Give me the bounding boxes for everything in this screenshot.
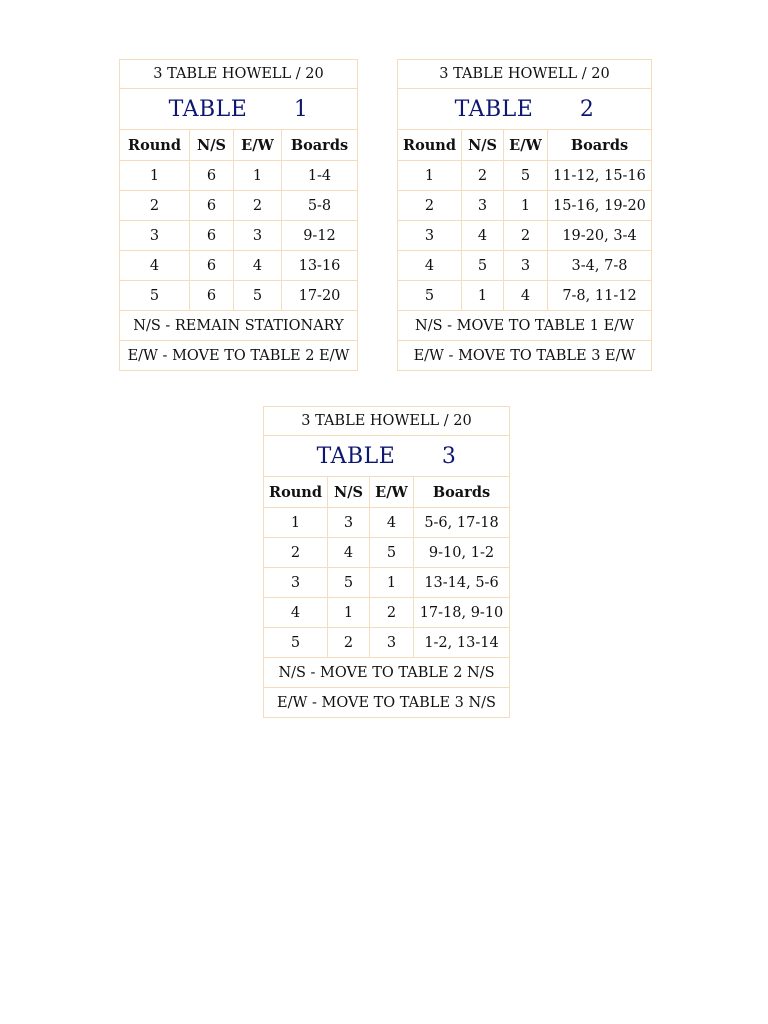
table-row [398, 191, 652, 221]
header-row [120, 130, 358, 161]
ns-pair-cell: 5 [462, 251, 504, 281]
boards-header: Boards [282, 130, 358, 161]
boards-header: Boards [548, 130, 652, 161]
ew-pair-cell: 3 [504, 251, 548, 281]
ew-pair-cell: 4 [370, 508, 414, 538]
movement-card-table-3 [263, 406, 509, 718]
table-row [120, 161, 358, 191]
ew-pair-cell: 1 [504, 191, 548, 221]
boards-cell: 5-6, 17-18 [414, 508, 510, 538]
ns-instruction: N/S - MOVE TO TABLE 2 N/S [264, 658, 510, 688]
round-cell: 1 [398, 161, 462, 191]
table-row [398, 161, 652, 191]
ns-instruction-row [120, 311, 358, 341]
round-cell: 2 [398, 191, 462, 221]
ew-pair-cell: 2 [504, 221, 548, 251]
round-cell: 5 [398, 281, 462, 311]
boards-cell: 15-16, 19-20 [548, 191, 652, 221]
movement-caption: 3 TABLE HOWELL / 20 [120, 60, 358, 89]
round-header: Round [264, 477, 328, 508]
ew-pair-cell: 5 [234, 281, 282, 311]
ew-instruction-row [264, 688, 510, 718]
round-header: Round [398, 130, 462, 161]
ns-pair-cell: 1 [462, 281, 504, 311]
movement-caption: 3 TABLE HOWELL / 20 [398, 60, 652, 89]
ns-pair-cell: 3 [462, 191, 504, 221]
ew-pair-cell: 2 [234, 191, 282, 221]
header-row [264, 477, 510, 508]
ns-pair-cell: 6 [190, 281, 234, 311]
title-row [398, 89, 652, 130]
round-cell: 2 [120, 191, 190, 221]
howell-table [119, 59, 358, 371]
ew-header: E/W [504, 130, 548, 161]
round-cell: 2 [264, 538, 328, 568]
boards-cell: 13-14, 5-6 [414, 568, 510, 598]
boards-cell: 11-12, 15-16 [548, 161, 652, 191]
table-row [398, 281, 652, 311]
table-row [120, 251, 358, 281]
table-row [264, 538, 510, 568]
round-cell: 3 [264, 568, 328, 598]
ns-header: N/S [328, 477, 370, 508]
ew-pair-cell: 3 [234, 221, 282, 251]
ew-instruction-row [398, 341, 652, 371]
header-row [398, 130, 652, 161]
ns-pair-cell: 3 [328, 508, 370, 538]
table-title: TABLE 1 [120, 89, 358, 130]
boards-cell: 19-20, 3-4 [548, 221, 652, 251]
ew-instruction-row [120, 341, 358, 371]
table-row [264, 628, 510, 658]
ew-pair-cell: 5 [504, 161, 548, 191]
ew-pair-cell: 2 [370, 598, 414, 628]
title-row [120, 89, 358, 130]
ns-pair-cell: 4 [462, 221, 504, 251]
caption-row [398, 60, 652, 89]
table-row [120, 221, 358, 251]
round-cell: 3 [398, 221, 462, 251]
table-row [398, 251, 652, 281]
movement-caption: 3 TABLE HOWELL / 20 [264, 407, 510, 436]
round-cell: 1 [120, 161, 190, 191]
round-cell: 4 [120, 251, 190, 281]
round-cell: 1 [264, 508, 328, 538]
ns-header: N/S [190, 130, 234, 161]
ns-pair-cell: 2 [462, 161, 504, 191]
ew-pair-cell: 5 [370, 538, 414, 568]
ns-pair-cell: 5 [328, 568, 370, 598]
table-row [398, 221, 652, 251]
ns-instruction-row [264, 658, 510, 688]
ew-instruction: E/W - MOVE TO TABLE 2 E/W [120, 341, 358, 371]
boards-header: Boards [414, 477, 510, 508]
caption-row [120, 60, 358, 89]
boards-cell: 3-4, 7-8 [548, 251, 652, 281]
round-cell: 5 [120, 281, 190, 311]
round-cell: 3 [120, 221, 190, 251]
table-row [120, 281, 358, 311]
boards-cell: 17-18, 9-10 [414, 598, 510, 628]
table-row [264, 508, 510, 538]
ew-pair-cell: 1 [370, 568, 414, 598]
ns-pair-cell: 4 [328, 538, 370, 568]
boards-cell: 9-10, 1-2 [414, 538, 510, 568]
ew-header: E/W [370, 477, 414, 508]
ns-pair-cell: 1 [328, 598, 370, 628]
caption-row [264, 407, 510, 436]
boards-cell: 7-8, 11-12 [548, 281, 652, 311]
boards-cell: 17-20 [282, 281, 358, 311]
ns-instruction-row [398, 311, 652, 341]
ew-pair-cell: 1 [234, 161, 282, 191]
ew-instruction: E/W - MOVE TO TABLE 3 E/W [398, 341, 652, 371]
howell-table [397, 59, 652, 371]
ns-header: N/S [462, 130, 504, 161]
ew-pair-cell: 4 [504, 281, 548, 311]
table-title: TABLE 3 [264, 436, 510, 477]
ns-instruction: N/S - REMAIN STATIONARY [120, 311, 358, 341]
movement-card-table-1 [119, 59, 357, 371]
boards-cell: 1-2, 13-14 [414, 628, 510, 658]
ns-instruction: N/S - MOVE TO TABLE 1 E/W [398, 311, 652, 341]
ew-instruction: E/W - MOVE TO TABLE 3 N/S [264, 688, 510, 718]
table-row [120, 191, 358, 221]
ew-pair-cell: 4 [234, 251, 282, 281]
howell-table [263, 406, 510, 718]
table-title: TABLE 2 [398, 89, 652, 130]
ns-pair-cell: 6 [190, 221, 234, 251]
round-cell: 4 [398, 251, 462, 281]
ew-pair-cell: 3 [370, 628, 414, 658]
boards-cell: 9-12 [282, 221, 358, 251]
boards-cell: 1-4 [282, 161, 358, 191]
ns-pair-cell: 2 [328, 628, 370, 658]
ew-header: E/W [234, 130, 282, 161]
table-row [264, 568, 510, 598]
table-row [264, 598, 510, 628]
ns-pair-cell: 6 [190, 251, 234, 281]
round-cell: 4 [264, 598, 328, 628]
boards-cell: 13-16 [282, 251, 358, 281]
round-cell: 5 [264, 628, 328, 658]
boards-cell: 5-8 [282, 191, 358, 221]
movement-card-table-2 [397, 59, 651, 371]
ns-pair-cell: 6 [190, 161, 234, 191]
ns-pair-cell: 6 [190, 191, 234, 221]
round-header: Round [120, 130, 190, 161]
title-row [264, 436, 510, 477]
